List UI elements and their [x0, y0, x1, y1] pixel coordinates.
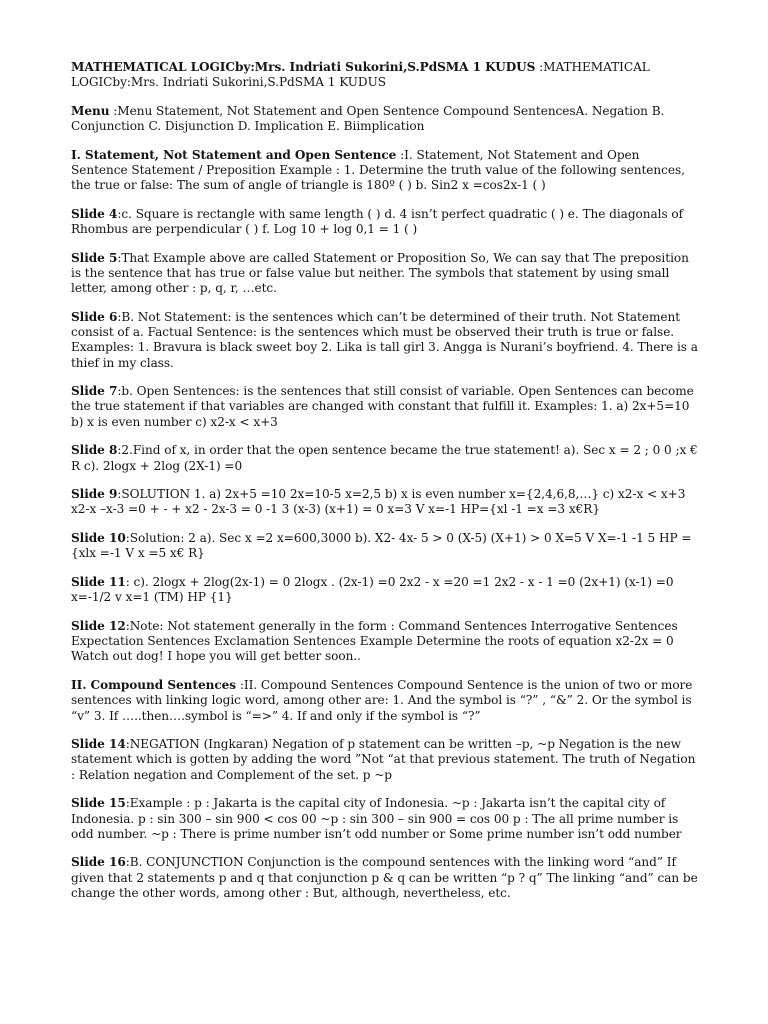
paragraph-label: Slide 11 — [71, 575, 126, 590]
paragraph-slide-15 — [71, 796, 698, 842]
paragraph-text: :MATHEMATICAL LOGICby:Mrs. Indriati Sukorini,S.PdSMA 1 KUDUS — [71, 60, 650, 90]
paragraph-label: Slide 9 — [71, 487, 118, 502]
paragraph-label: Slide 12 — [71, 618, 126, 633]
paragraph-label: Slide 8 — [71, 443, 118, 458]
paragraph-section-2 — [71, 678, 698, 724]
paragraph-slide-4 — [71, 207, 698, 237]
paragraph-label: Slide 4 — [71, 206, 118, 221]
paragraph-label: II. Compound Sentences — [71, 678, 237, 693]
paragraph-label: Slide 5 — [71, 250, 118, 265]
paragraph-slide-9 — [71, 487, 698, 517]
paragraph-text: :2.Find of x, in order that the open sentence became the true statement! a). Sec x = 2 ; 0 0 ;x € R c). 2logx + 2log (2X-1) =0 — [71, 443, 698, 473]
paragraph-label: Slide 6 — [71, 309, 118, 324]
paragraph-label: Slide 14 — [71, 737, 126, 752]
paragraph-section-1 — [71, 148, 698, 194]
paragraph-text: :That Example above are called Statement or Proposition So, We can say that The preposition is the sentence that has true or false value but neither. The symbols that statement by using small letter, among other : p, q, r, …etc. — [71, 250, 689, 296]
paragraph-slide-14 — [71, 737, 698, 783]
paragraph-text: :Example : p : Jakarta is the capital city of Indonesia. ~p : Jakarta isn’t the capital city of Indonesia. p : sin 300 – sin 900 < cos 00 ~p : sin 300 – sin 900 = cos 00 p : The all prime number is odd number. ~p : There is prime number isn’t odd number or Some prime number isn’t odd number — [71, 796, 682, 841]
paragraph-text: :Solution: 2 a). Sec x =2 x=600,3000 b). X2- 4x- 5 > 0 (X-5) (X+1) > 0 X=5 V X=-1 -1 5 HP ={xlx =-1 V x =5 x€ R} — [71, 531, 692, 561]
paragraph-slide-11 — [71, 575, 698, 605]
paragraph-slide-6 — [71, 310, 698, 371]
paragraph-menu — [71, 104, 698, 134]
paragraph-text: :SOLUTION 1. a) 2x+5 =10 2x=10-5 x=2,5 b) x is even number x={2,4,6,8,…} c) x2-x < x+3 x2-x –x-3 =0 + - + x2 - 2x-3 = 0 -1 3 (x-3) (x+1) = 0 x=3 V x=-1 HP={xl -1 =x =3 x€R} — [71, 487, 686, 517]
paragraph-slide-8 — [71, 443, 698, 473]
paragraph-slide-7 — [71, 384, 698, 430]
paragraph-slide-10 — [71, 531, 698, 561]
paragraph-text: :c. Square is rectangle with same length ( ) d. 4 isn’t perfect quadratic ( ) e. The diagonals of Rhombus are perpendicular ( ) f. Log 10 + log 0,1 = 1 ( ) — [71, 206, 684, 237]
paragraph-label: MATHEMATICAL LOGICby:Mrs. Indriati Sukorini,S.PdSMA 1 KUDUS — [71, 60, 536, 74]
paragraph-text: :B. CONJUNCTION Conjunction is the compound sentences with the linking word “and” If given that 2 statements p and q that conjunction p & q can be written “p ? q” The linking “and” can be change the other words, among other : But, although, nevertheless, etc. — [71, 855, 698, 900]
paragraph-label: Slide 16 — [71, 855, 126, 870]
paragraph-text: : c). 2logx + 2log(2x-1) = 0 2logx . (2x-1) =0 2x2 - x =20 =1 2x2 - x - 1 =0 (2x+1) (x-1) =0 x=-1/2 v x=1 (TM) HP {1} — [71, 575, 674, 605]
paragraph-text: :b. Open Sentences: is the sentences that still consist of variable. Open Sentences can become the true statement if that variables are changed with constant that fulfill it. Examples: 1. a) 2x+5=10 b) x is even number c) x2-x < x+3 — [71, 384, 694, 429]
paragraph-label: Slide 15 — [71, 796, 126, 811]
paragraph-text: :Note: Not statement generally in the form : Command Sentences Interrogative Sentences Expectation Sentences Exclamation Sentences Example Determine the roots of equation x2-2x = 0 Watch out dog! I hope you will get better soon.. — [71, 618, 678, 664]
paragraph-text: :B. Not Statement: is the sentences which can’t be determined of their truth. Not Statement consist of a. Factual Sentence: is the sentences which must be observed their truth is true or false. Examples: 1. Bravura is black sweet boy 2. Lika is tall girl 3. Angga is Nurani’s boyfriend. 4. There is a thief in my class. — [71, 309, 698, 370]
paragraph-text: :II. Compound Sentences Compound Sentence is the union of two or more sentences with linking logic word, among other are: 1. And the symbol is “?” , “&” 2. Or the symbol is “v” 3. If …..then….symbol is “=>” 4. If and only if the symbol is “?” — [71, 678, 693, 723]
paragraph-label: Slide 10 — [71, 531, 126, 546]
paragraph-label: Menu — [71, 103, 110, 118]
paragraph-slide-12 — [71, 619, 698, 665]
paragraph-text: :NEGATION (Ingkaran) Negation of p statement can be written –p, ~p Negation is the new statement which is gotten by adding the word ”Not “at that previous statement. The truth of Negation : Relation negation and Complement of the set. p ~p — [71, 737, 696, 782]
paragraph-label: I. Statement, Not Statement and Open Sentence — [71, 147, 397, 162]
paragraph-title — [71, 60, 698, 90]
paragraph-slide-16 — [71, 855, 698, 901]
paragraph-text: :I. Statement, Not Statement and Open Sentence Statement / Preposition Example : 1. Determine the truth value of the following sentences, the true or false: The sum of angle of triangle is 180º ( ) b. Sin2 x =cos2x-1 ( ) — [71, 147, 685, 193]
paragraph-text: :Menu Statement, Not Statement and Open Sentence Compound SentencesA. Negation B. Conjunction C. Disjunction D. Implication E. Biimplication — [71, 103, 665, 134]
paragraph-label: Slide 7 — [71, 384, 118, 399]
paragraph-slide-5 — [71, 251, 698, 297]
